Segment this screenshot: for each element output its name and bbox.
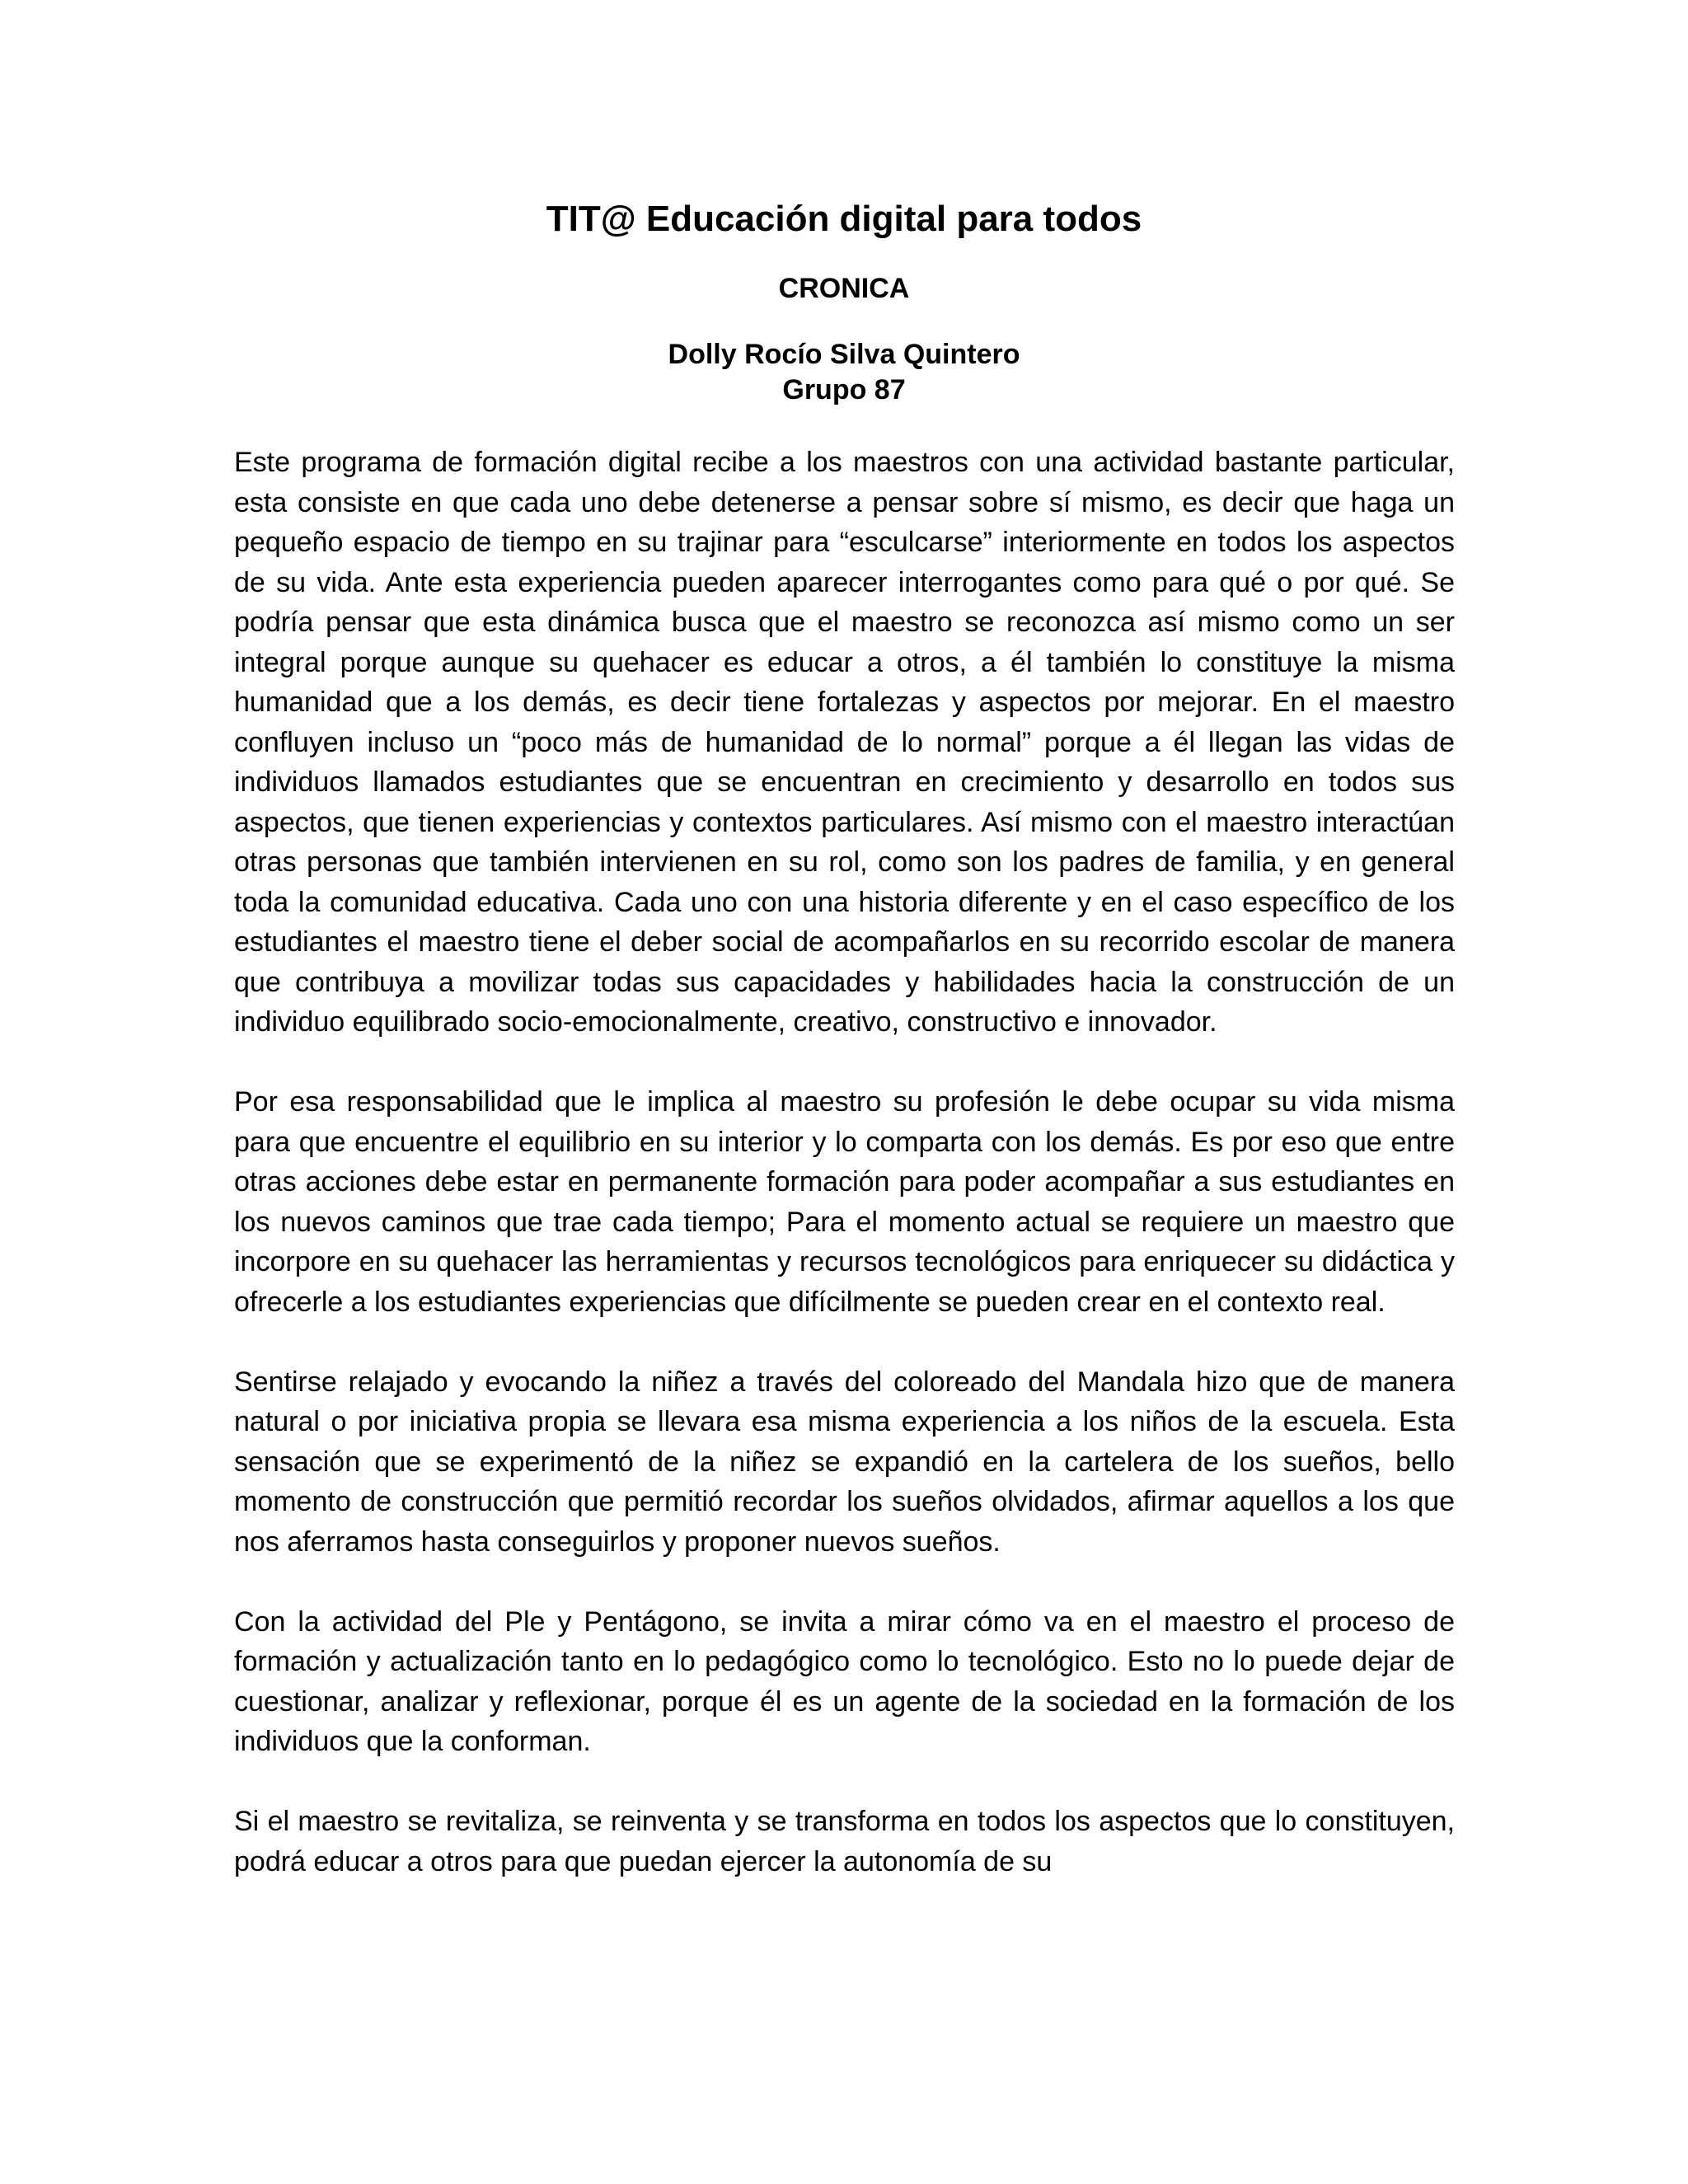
body-paragraph: Por esa responsabilidad que le implica al maestro su profesión le debe ocupar su vida misma para que encuentre el equilibrio en su interior y lo comparta con los demás. Es por eso que entre otras acciones debe estar en permanente formación para poder acompañar a sus estudiantes en los nuevos caminos que trae cada tiempo; Para el momento actual se requiere un maestro que incorpore en su quehacer las herramientas y recursos tecnológicos para enriquecer su didáctica y ofrecerle a los estudiantes experiencias que difícilmente se pueden crear en el contexto real. bbox=[234, 1086, 1455, 1318]
document-author: Dolly Rocío Silva Quintero bbox=[668, 339, 1020, 370]
document-body bbox=[234, 443, 1455, 1922]
body-paragraph: Si el maestro se revitaliza, se reinventa y se transforma en todos los aspectos que lo constituyen, podrá educar a otros para que puedan ejercer la autonomía de su bbox=[234, 1806, 1455, 1877]
document-subtitle: CRONICA bbox=[778, 273, 910, 304]
body-paragraph: Este programa de formación digital recibe a los maestros con una actividad bastante particular, esta consiste en que cada uno debe detenerse a pensar sobre sí mismo, es decir que haga un pequeño espacio de tiempo en su trajinar para “esculcarse” interiormente en todos los aspectos de su vida. Ante esta experiencia pueden aparecer interrogantes como para qué o por qué. Se podría pensar que esta dinámica busca que el maestro se reconozca así mismo como un ser integral porque aunque su quehacer es educar a otros, a él también lo constituye la misma humanidad que a los demás, es decir tiene fortalezas y aspectos por mejorar. En el maestro confluyen incluso un “poco más de humanidad de lo normal” porque a él llegan las vidas de individuos llamados estudiantes que se encuentran en crecimiento y desarrollo en todos sus aspectos, que tienen experiencias y contextos particulares. Así mismo con el maestro interactúan otras personas que también intervienen en su rol, como son los padres de familia, y en general toda la comunidad educativa. Cada uno con una historia diferente y en el caso específico de los estudiantes el maestro tiene el deber social de acompañarlos en su recorrido escolar de manera que contribuya a movilizar todas sus capacidades y habilidades hacia la construcción de un individuo equilibrado socio-emocionalmente, creativo, constructivo e innovador. bbox=[234, 447, 1455, 1038]
document-title: TIT@ Educación digital para todos bbox=[546, 199, 1142, 239]
document-group: Grupo 87 bbox=[782, 374, 906, 405]
body-paragraph: Con la actividad del Ple y Pentágono, se invita a mirar cómo va en el maestro el proceso de formación y actualización tanto en lo pedagógico como lo tecnológico. Esto no lo puede dejar de cuestionar, analizar y reflexionar, porque él es un agente de la sociedad en la formación de los individuos que la conforman. bbox=[234, 1605, 1455, 1757]
body-paragraph: Sentirse relajado y evocando la niñez a través del coloreado del Mandala hizo que de manera natural o por iniciativa propia se llevara esa misma experiencia a los niños de la escuela. Esta sensación que se experimentó de la niñez se expandió en la cartelera de los sueños, bello momento de construcción que permitió recordar los sueños olvidados, afirmar aquellos a los que nos aferramos hasta conseguirlos y proponer nuevos sueños. bbox=[234, 1366, 1455, 1558]
